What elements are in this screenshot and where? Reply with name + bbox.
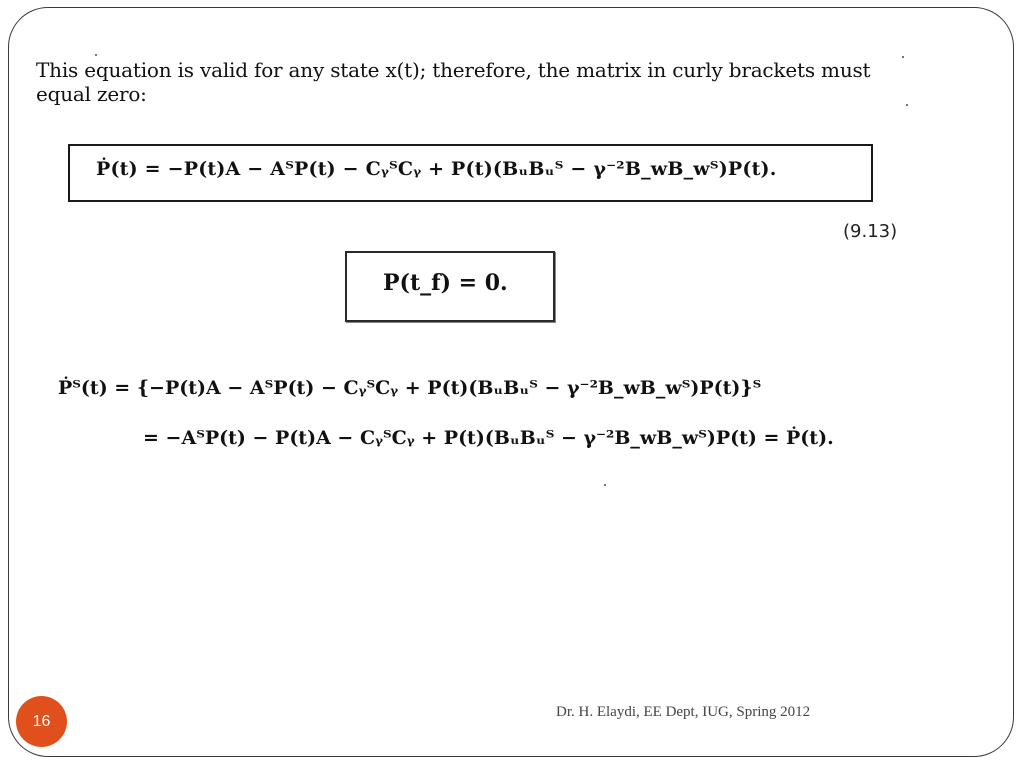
footer-credit: Dr. H. Elaydi, EE Dept, IUG, Spring 2012 [556, 704, 811, 720]
riccati-equation: Ṗ(t) = −P(t)A − AᵀP(t) − CᵧᵀCᵧ + P(t)(BᵤBᵤᵀ − γ⁻²B_wB_wᵀ)P(t). [96, 158, 777, 180]
scan-speck [95, 54, 97, 56]
equation-number: (9.13) [843, 221, 898, 242]
intro-text: This equation is valid for any state x(t); therefore, the matrix in curly brackets must equal zero: [36, 58, 871, 107]
page-number-badge: 16 [16, 696, 67, 747]
transpose-equation-line-2: = −AᵀP(t) − P(t)A − CᵧᵀCᵧ + P(t)(BᵤBᵤᵀ − γ⁻²B_wB_wᵀ)P(t) = Ṗ(t). [143, 427, 834, 449]
scan-speck [906, 104, 908, 106]
scan-speck [604, 484, 606, 486]
terminal-condition: P(t_f) = 0. [383, 270, 508, 296]
scan-speck [902, 56, 904, 58]
transpose-equation-line-1: Ṗᵀ(t) = {−P(t)A − AᵀP(t) − CᵧᵀCᵧ + P(t)(BᵤBᵤᵀ − γ⁻²B_wB_wᵀ)P(t)}ᵀ [58, 377, 762, 399]
